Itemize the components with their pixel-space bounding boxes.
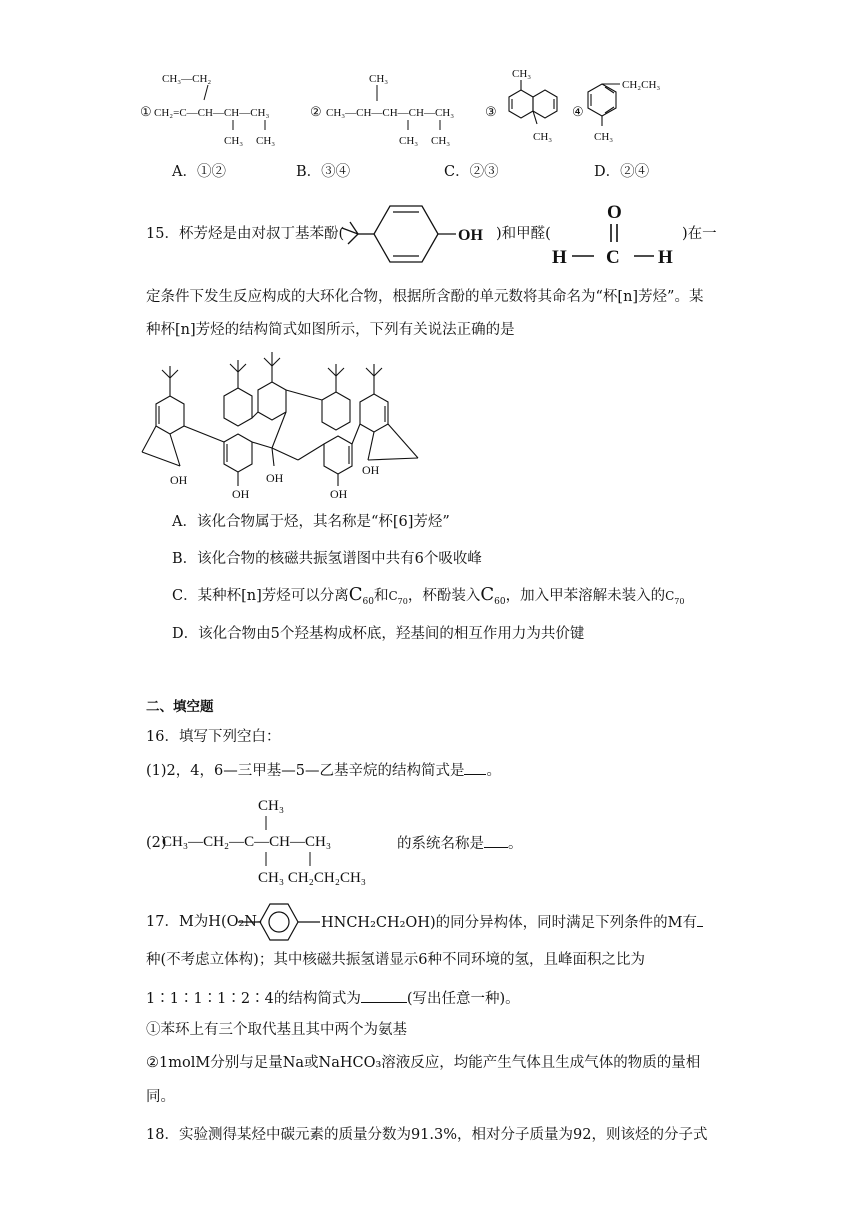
q17-pre: 17．M为H(O₂N- [146, 914, 262, 930]
benzene-ring-4 [588, 84, 620, 126]
formaldehyde-svg [548, 198, 688, 270]
formaldehyde-h2: H [658, 247, 673, 268]
q16-part2-label: (2) [146, 835, 167, 851]
section-title: 二、填空题 [146, 699, 214, 715]
q15-mid: )和甲醛( [496, 226, 551, 242]
label-1: ① [140, 104, 152, 119]
option-letter: C． [444, 164, 470, 180]
c70-symbol-a: C [388, 589, 398, 603]
q16-part2-label-text: 的系统名称是 [397, 836, 484, 852]
calixarene-svg [140, 348, 430, 506]
oh-label-2: OH [232, 487, 250, 501]
q17-count-blank[interactable] [697, 912, 703, 927]
s2-bottom2: CH₃ [431, 135, 451, 147]
q17-line2: 种(不考虑立体构)；其中核磁共振氢谱显示6种不同环境的氢，且峰面积之比为 [146, 952, 646, 968]
s3-ch3-top: CH₃ [512, 68, 532, 80]
q16-bottom: CH₃ CH₂CH₂CH₃ [258, 870, 367, 886]
option-letter: D． [594, 164, 621, 180]
c60-symbol-a: C [348, 584, 363, 605]
oh-label-3: OH [266, 471, 284, 485]
c70-sub-b: 70 [674, 596, 685, 606]
q16-part1-end: 。 [486, 763, 501, 779]
c60-sub-a: 60 [362, 596, 374, 607]
q15-option-a: A．该化合物属于烃，其名称是“杯[6]芳烃” [172, 514, 450, 530]
s2-top: CH₃ [369, 73, 389, 85]
q16-part1-blank[interactable] [464, 760, 486, 775]
option-c-and: 和 [373, 588, 389, 604]
q14-option-d [594, 162, 649, 182]
q14-structures [140, 66, 700, 156]
q14-structures-svg [140, 66, 700, 156]
q16-part2-blank[interactable] [484, 833, 508, 848]
q17-condition-1: ①苯环上有三个取代基且其中两个为氨基 [146, 1022, 407, 1038]
q14-option-c [444, 162, 499, 182]
oh-label-5: OH [362, 463, 380, 477]
option-letter: B． [296, 164, 322, 180]
c70-sub-a: 70 [397, 596, 408, 606]
s4-ethyl: CH₂CH₃ [622, 79, 661, 91]
label-2: ② [310, 104, 322, 119]
q15-line2: 定条件下发生反应构成的大环化合物，根据所含酚的单元数将其命名为“杯[n]芳烃”。某 [146, 289, 704, 305]
tert-butylphenol-svg [338, 198, 498, 270]
q16-part1-text: (1)2，4，6—三甲基—5—乙基辛烷的结构简式是 [146, 763, 465, 779]
formaldehyde-o: O [607, 202, 622, 223]
q18-text: 18．实验测得某烃中碳元素的质量分数为91.3%，相对分子质量为92，则该烃的分子式 [146, 1127, 708, 1143]
q16-main: CH₃—CH₂—C—CH—CH₃ [162, 834, 332, 850]
naphthalene-ring [509, 80, 557, 124]
q16-part2-end: 。 [508, 836, 523, 852]
option-text: ③④ [321, 164, 351, 180]
s2-main: CH₃—CH—CH—CH—CH₃ [326, 107, 455, 119]
q17-benzene-icon [238, 900, 320, 944]
phenol-oh: OH [458, 227, 483, 244]
q17-line3 [146, 988, 520, 1009]
s1-bottom2: CH₃ [256, 135, 276, 147]
formaldehyde-h1: H [552, 247, 567, 268]
label-3: ③ [485, 104, 497, 119]
label-4: ④ [572, 104, 584, 119]
q15-prefix: 15．杯芳烃是由对叔丁基苯酚( [146, 226, 345, 242]
q16-part1 [146, 760, 501, 781]
q16-part2-structure [160, 794, 396, 888]
q15-suffix: )在一 [682, 226, 717, 242]
s1-bottom1: CH₃ [224, 135, 244, 147]
q14-option-b [296, 162, 350, 182]
c60-symbol-b: C [480, 584, 495, 605]
q16-structure-svg [160, 794, 396, 888]
q17-post-text: HNCH₂CH₂OH)的同分异构体，同时满足下列条件的M有 [321, 915, 697, 931]
q16-top: CH₃ [258, 798, 285, 814]
option-text: ①② [196, 164, 226, 180]
oh-label-4: OH [330, 487, 348, 501]
option-c-mid: ，杯酚装入 [407, 588, 481, 604]
q17-line3-post: (写出任意一种)。 [406, 991, 520, 1007]
option-letter: A． [172, 164, 197, 180]
q16-part2-text [397, 833, 523, 854]
benzene-icon [238, 900, 320, 944]
q15-option-b: B．该化合物的核磁共振氢谱图中共有6个吸收峰 [172, 551, 482, 567]
s1-main: CH₂=C—CH—CH—CH₃ [154, 107, 270, 119]
s2-bottom1: CH₃ [399, 135, 419, 147]
option-c-pre: C．某种杯[n]芳烃可以分离 [172, 588, 349, 604]
q17-line3-pre: 1∶1∶1∶1∶2∶4的结构简式为 [146, 991, 361, 1007]
s3-ch3-bottom: CH₃ [533, 131, 553, 143]
option-text: ②③ [469, 164, 499, 180]
c70-symbol-b: C [665, 589, 675, 603]
formaldehyde-structure [548, 198, 688, 270]
option-text: ②④ [620, 164, 650, 180]
q15-option-c [172, 585, 684, 612]
calixarene-structure [140, 348, 430, 506]
c60-sub-b: 60 [494, 596, 506, 607]
oh-label-1: OH [170, 473, 188, 487]
option-c-end: ，加入甲苯溶解未装入的 [505, 588, 666, 604]
q17-structure-blank[interactable] [361, 988, 407, 1003]
q14-option-a [172, 162, 226, 182]
formaldehyde-c: C [606, 247, 620, 268]
q17-condition-2b: 同。 [146, 1089, 175, 1105]
q17-post [321, 912, 703, 933]
s4-methyl: CH₃ [594, 131, 614, 143]
q15-option-d: D．该化合物由5个羟基构成杯底，羟基间的相互作用力为共价键 [172, 626, 585, 642]
q15-line3: 种杯[n]芳烃的结构简式如图所示，下列有关说法正确的是 [146, 322, 515, 338]
tert-butylphenol-structure [338, 198, 498, 270]
q16-stem: 16．填写下列空白： [146, 729, 281, 745]
q17-condition-2: ②1molM分别与足量Na或NaHCO₃溶液反应，均能产生气体且生成气体的物质的量相 [146, 1055, 701, 1071]
s1-top: CH₃—CH₂ [162, 73, 212, 85]
